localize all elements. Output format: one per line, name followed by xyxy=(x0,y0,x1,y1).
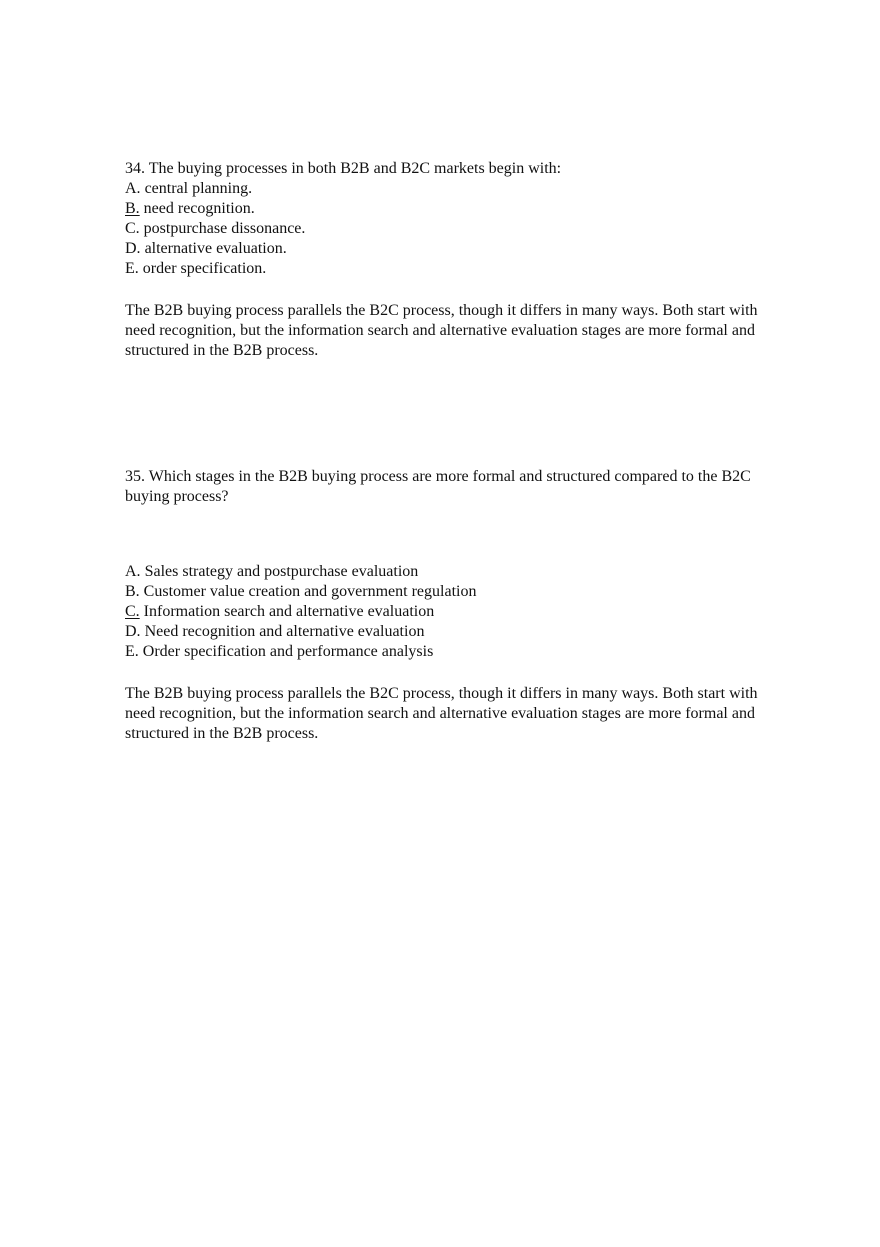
option-c xyxy=(125,219,785,239)
option-text: need recognition. xyxy=(143,200,255,217)
question-number: 35. xyxy=(125,468,145,485)
correct-option-letter: C. xyxy=(125,603,140,620)
option-a xyxy=(125,562,785,582)
question-35 xyxy=(125,467,785,744)
option-letter: E. xyxy=(125,260,139,277)
spacer xyxy=(125,507,785,562)
option-d xyxy=(125,622,785,642)
answer-explanation: The B2B buying process parallels the B2C process, though it differs in many ways. Both start with need recognition, but the information search and alternative evaluation stages are more formal and structured in the B2B process. xyxy=(125,302,758,359)
option-text: Customer value creation and government regulation xyxy=(143,583,477,600)
option-e xyxy=(125,259,785,279)
answer-explanation: The B2B buying process parallels the B2C process, though it differs in many ways. Both start with need recognition, but the information search and alternative evaluation stages are more formal and structured in the B2B process. xyxy=(125,685,758,742)
option-letter: A. xyxy=(125,563,141,580)
option-text: alternative evaluation. xyxy=(144,240,287,257)
option-e xyxy=(125,642,785,662)
option-text: Sales strategy and postpurchase evaluation xyxy=(144,563,419,580)
option-text: postpurchase dissonance. xyxy=(143,220,306,237)
question-stem xyxy=(125,159,785,179)
option-d xyxy=(125,239,785,259)
option-letter: E. xyxy=(125,643,139,660)
option-letter: C. xyxy=(125,220,140,237)
correct-option-letter: B. xyxy=(125,200,140,217)
question-text: Which stages in the B2B buying process are more formal and structured compared to the B2C buying process? xyxy=(125,468,751,505)
question-number: 34. xyxy=(125,160,145,177)
question-text: The buying processes in both B2B and B2C markets begin with: xyxy=(148,160,562,177)
option-text: Information search and alternative evaluation xyxy=(143,603,435,620)
option-letter: A. xyxy=(125,180,141,197)
option-letter: B. xyxy=(125,583,140,600)
option-letter: D. xyxy=(125,240,141,257)
option-letter: D. xyxy=(125,623,141,640)
option-b-correct xyxy=(125,199,785,219)
option-b xyxy=(125,582,785,602)
option-text: central planning. xyxy=(144,180,253,197)
question-34 xyxy=(125,159,785,361)
option-text: Need recognition and alternative evaluation xyxy=(144,623,425,640)
option-text: order specification. xyxy=(142,260,267,277)
option-text: Order specification and performance analysis xyxy=(142,643,434,660)
option-c-correct xyxy=(125,602,785,622)
option-a xyxy=(125,179,785,199)
question-stem xyxy=(125,467,785,507)
